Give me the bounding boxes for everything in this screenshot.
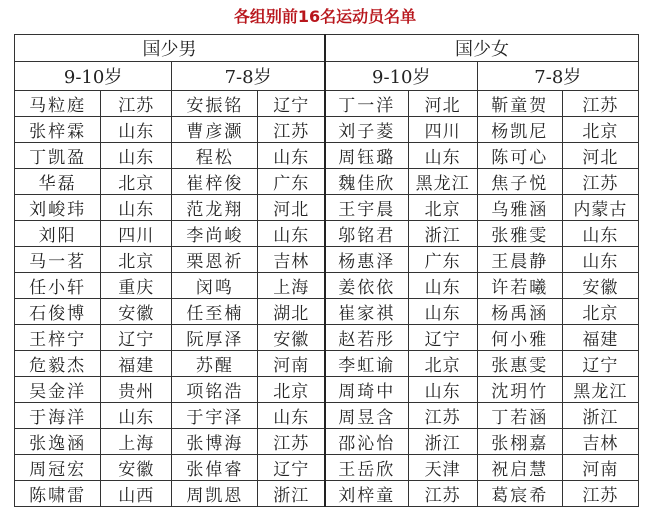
province-cell: 广东 bbox=[258, 169, 325, 195]
athlete-name-cell: 阮厚泽 bbox=[172, 325, 258, 351]
athlete-name-cell: 张倬睿 bbox=[172, 455, 258, 481]
province-cell: 山东 bbox=[258, 143, 325, 169]
age-header: 9-10岁 bbox=[15, 62, 172, 91]
athlete-name-cell: 周琦中 bbox=[325, 377, 408, 403]
athlete-name-cell: 危毅杰 bbox=[15, 351, 101, 377]
province-cell: 辽宁 bbox=[258, 91, 325, 117]
province-cell: 江苏 bbox=[408, 481, 477, 507]
province-cell: 山东 bbox=[408, 273, 477, 299]
province-cell: 北京 bbox=[258, 377, 325, 403]
province-cell: 湖北 bbox=[258, 299, 325, 325]
province-cell: 辽宁 bbox=[562, 351, 638, 377]
province-cell: 河北 bbox=[258, 195, 325, 221]
province-cell: 江苏 bbox=[101, 91, 172, 117]
athlete-name-cell: 张惠雯 bbox=[477, 351, 562, 377]
province-cell: 山东 bbox=[562, 221, 638, 247]
province-cell: 江苏 bbox=[562, 481, 638, 507]
athlete-name-cell: 张逸涵 bbox=[15, 429, 101, 455]
athlete-name-cell: 马粒庭 bbox=[15, 91, 101, 117]
athlete-name-cell: 刘子菱 bbox=[325, 117, 408, 143]
athlete-name-cell: 许若曦 bbox=[477, 273, 562, 299]
athlete-name-cell: 安振铭 bbox=[172, 91, 258, 117]
province-cell: 山东 bbox=[408, 299, 477, 325]
table-row bbox=[15, 91, 639, 117]
province-cell: 山东 bbox=[101, 195, 172, 221]
table-row bbox=[15, 169, 639, 195]
province-cell: 安徽 bbox=[258, 325, 325, 351]
province-cell: 山东 bbox=[101, 403, 172, 429]
athlete-name-cell: 丁凯盈 bbox=[15, 143, 101, 169]
province-cell: 安徽 bbox=[101, 299, 172, 325]
age-header: 7-8岁 bbox=[172, 62, 325, 91]
athlete-name-cell: 闵鸣 bbox=[172, 273, 258, 299]
athlete-name-cell: 张梓霖 bbox=[15, 117, 101, 143]
province-cell: 山东 bbox=[101, 143, 172, 169]
athlete-name-cell: 祝启慧 bbox=[477, 455, 562, 481]
athlete-name-cell: 周昱含 bbox=[325, 403, 408, 429]
athlete-name-cell: 于海洋 bbox=[15, 403, 101, 429]
athlete-name-cell: 曹彦灏 bbox=[172, 117, 258, 143]
athlete-name-cell: 栗恩祈 bbox=[172, 247, 258, 273]
table-row bbox=[15, 299, 639, 325]
athlete-name-cell: 陈可心 bbox=[477, 143, 562, 169]
table-row bbox=[15, 221, 639, 247]
athlete-name-cell: 丁若涵 bbox=[477, 403, 562, 429]
province-cell: 安徽 bbox=[101, 455, 172, 481]
province-cell: 江苏 bbox=[562, 91, 638, 117]
page-title: 各组别前16名运动员名单 bbox=[233, 7, 417, 26]
province-cell: 山东 bbox=[258, 403, 325, 429]
province-cell: 吉林 bbox=[562, 429, 638, 455]
province-cell: 辽宁 bbox=[101, 325, 172, 351]
province-cell: 黑龙江 bbox=[562, 377, 638, 403]
province-cell: 河北 bbox=[408, 91, 477, 117]
athlete-name-cell: 崔梓俊 bbox=[172, 169, 258, 195]
province-cell: 四川 bbox=[408, 117, 477, 143]
group-header-girls: 国少女 bbox=[325, 35, 639, 62]
province-cell: 山西 bbox=[101, 481, 172, 507]
province-cell: 北京 bbox=[562, 299, 638, 325]
athlete-name-cell: 王梓宁 bbox=[15, 325, 101, 351]
province-cell: 北京 bbox=[562, 117, 638, 143]
athlete-name-cell: 沈玥竹 bbox=[477, 377, 562, 403]
athlete-name-cell: 周冠宏 bbox=[15, 455, 101, 481]
province-cell: 吉林 bbox=[258, 247, 325, 273]
province-cell: 江苏 bbox=[562, 169, 638, 195]
athlete-name-cell: 杨禹涵 bbox=[477, 299, 562, 325]
age-header: 9-10岁 bbox=[325, 62, 477, 91]
province-cell: 上海 bbox=[258, 273, 325, 299]
athlete-name-cell: 邵沁怡 bbox=[325, 429, 408, 455]
table-row bbox=[15, 325, 639, 351]
athlete-name-cell: 赵若彤 bbox=[325, 325, 408, 351]
province-cell: 辽宁 bbox=[408, 325, 477, 351]
roster-table bbox=[14, 34, 639, 507]
athlete-name-cell: 刘阳 bbox=[15, 221, 101, 247]
table-row bbox=[15, 455, 639, 481]
table-row bbox=[15, 403, 639, 429]
province-cell: 河北 bbox=[562, 143, 638, 169]
athlete-name-cell: 葛宸希 bbox=[477, 481, 562, 507]
athlete-name-cell: 李尚峻 bbox=[172, 221, 258, 247]
table-row bbox=[15, 273, 639, 299]
athlete-name-cell: 陈啸雷 bbox=[15, 481, 101, 507]
roster-body bbox=[15, 91, 639, 507]
athlete-name-cell: 丁一洋 bbox=[325, 91, 408, 117]
table-row bbox=[15, 351, 639, 377]
table-row bbox=[15, 247, 639, 273]
province-cell: 山东 bbox=[101, 117, 172, 143]
province-cell: 山东 bbox=[258, 221, 325, 247]
athlete-name-cell: 李虹谕 bbox=[325, 351, 408, 377]
athlete-name-cell: 苏醒 bbox=[172, 351, 258, 377]
athlete-name-cell: 魏佳欣 bbox=[325, 169, 408, 195]
province-cell: 辽宁 bbox=[258, 455, 325, 481]
athlete-name-cell: 张博海 bbox=[172, 429, 258, 455]
province-cell: 浙江 bbox=[408, 221, 477, 247]
table-row bbox=[15, 429, 639, 455]
province-cell: 北京 bbox=[101, 247, 172, 273]
province-cell: 天津 bbox=[408, 455, 477, 481]
athlete-name-cell: 吴金洋 bbox=[15, 377, 101, 403]
athlete-name-cell: 任小轩 bbox=[15, 273, 101, 299]
province-cell: 上海 bbox=[101, 429, 172, 455]
province-cell: 北京 bbox=[101, 169, 172, 195]
athlete-name-cell: 张雅雯 bbox=[477, 221, 562, 247]
province-cell: 山东 bbox=[562, 247, 638, 273]
athlete-name-cell: 于宇泽 bbox=[172, 403, 258, 429]
athlete-name-cell: 邬铭君 bbox=[325, 221, 408, 247]
province-cell: 江苏 bbox=[408, 403, 477, 429]
athlete-name-cell: 杨惠泽 bbox=[325, 247, 408, 273]
athlete-name-cell: 姜依依 bbox=[325, 273, 408, 299]
province-cell: 安徽 bbox=[562, 273, 638, 299]
age-header: 7-8岁 bbox=[477, 62, 638, 91]
province-cell: 黑龙江 bbox=[408, 169, 477, 195]
table-row bbox=[15, 481, 639, 507]
athlete-name-cell: 王宇晨 bbox=[325, 195, 408, 221]
province-cell: 内蒙古 bbox=[562, 195, 638, 221]
athlete-name-cell: 刘梓童 bbox=[325, 481, 408, 507]
province-cell: 四川 bbox=[101, 221, 172, 247]
athlete-name-cell: 杨凯尼 bbox=[477, 117, 562, 143]
athlete-name-cell: 王晨静 bbox=[477, 247, 562, 273]
athlete-name-cell: 马一茗 bbox=[15, 247, 101, 273]
athlete-name-cell: 乌雅涵 bbox=[477, 195, 562, 221]
table-row bbox=[15, 117, 639, 143]
athlete-name-cell: 程松 bbox=[172, 143, 258, 169]
province-cell: 福建 bbox=[562, 325, 638, 351]
athlete-name-cell: 石俊博 bbox=[15, 299, 101, 325]
athlete-name-cell: 周凯恩 bbox=[172, 481, 258, 507]
athlete-name-cell: 何小雅 bbox=[477, 325, 562, 351]
athlete-name-cell: 范龙翔 bbox=[172, 195, 258, 221]
athlete-name-cell: 项铭浩 bbox=[172, 377, 258, 403]
province-cell: 贵州 bbox=[101, 377, 172, 403]
province-cell: 河南 bbox=[562, 455, 638, 481]
athlete-name-cell: 王岳欣 bbox=[325, 455, 408, 481]
province-cell: 山东 bbox=[408, 143, 477, 169]
athlete-name-cell: 任至楠 bbox=[172, 299, 258, 325]
province-cell: 福建 bbox=[101, 351, 172, 377]
province-cell: 江苏 bbox=[258, 117, 325, 143]
athlete-name-cell: 张栩嘉 bbox=[477, 429, 562, 455]
province-cell: 江苏 bbox=[258, 429, 325, 455]
athlete-name-cell: 靳童贺 bbox=[477, 91, 562, 117]
athlete-name-cell: 周钰璐 bbox=[325, 143, 408, 169]
athlete-name-cell: 崔家祺 bbox=[325, 299, 408, 325]
table-row bbox=[15, 377, 639, 403]
athlete-name-cell: 刘峻玮 bbox=[15, 195, 101, 221]
province-cell: 浙江 bbox=[258, 481, 325, 507]
province-cell: 浙江 bbox=[408, 429, 477, 455]
province-cell: 河南 bbox=[258, 351, 325, 377]
province-cell: 北京 bbox=[408, 351, 477, 377]
province-cell: 北京 bbox=[408, 195, 477, 221]
province-cell: 浙江 bbox=[562, 403, 638, 429]
table-row bbox=[15, 143, 639, 169]
province-cell: 广东 bbox=[408, 247, 477, 273]
athlete-name-cell: 华磊 bbox=[15, 169, 101, 195]
athlete-name-cell: 焦子悦 bbox=[477, 169, 562, 195]
table-row bbox=[15, 195, 639, 221]
province-cell: 重庆 bbox=[101, 273, 172, 299]
province-cell: 山东 bbox=[408, 377, 477, 403]
group-header-boys: 国少男 bbox=[15, 35, 325, 62]
